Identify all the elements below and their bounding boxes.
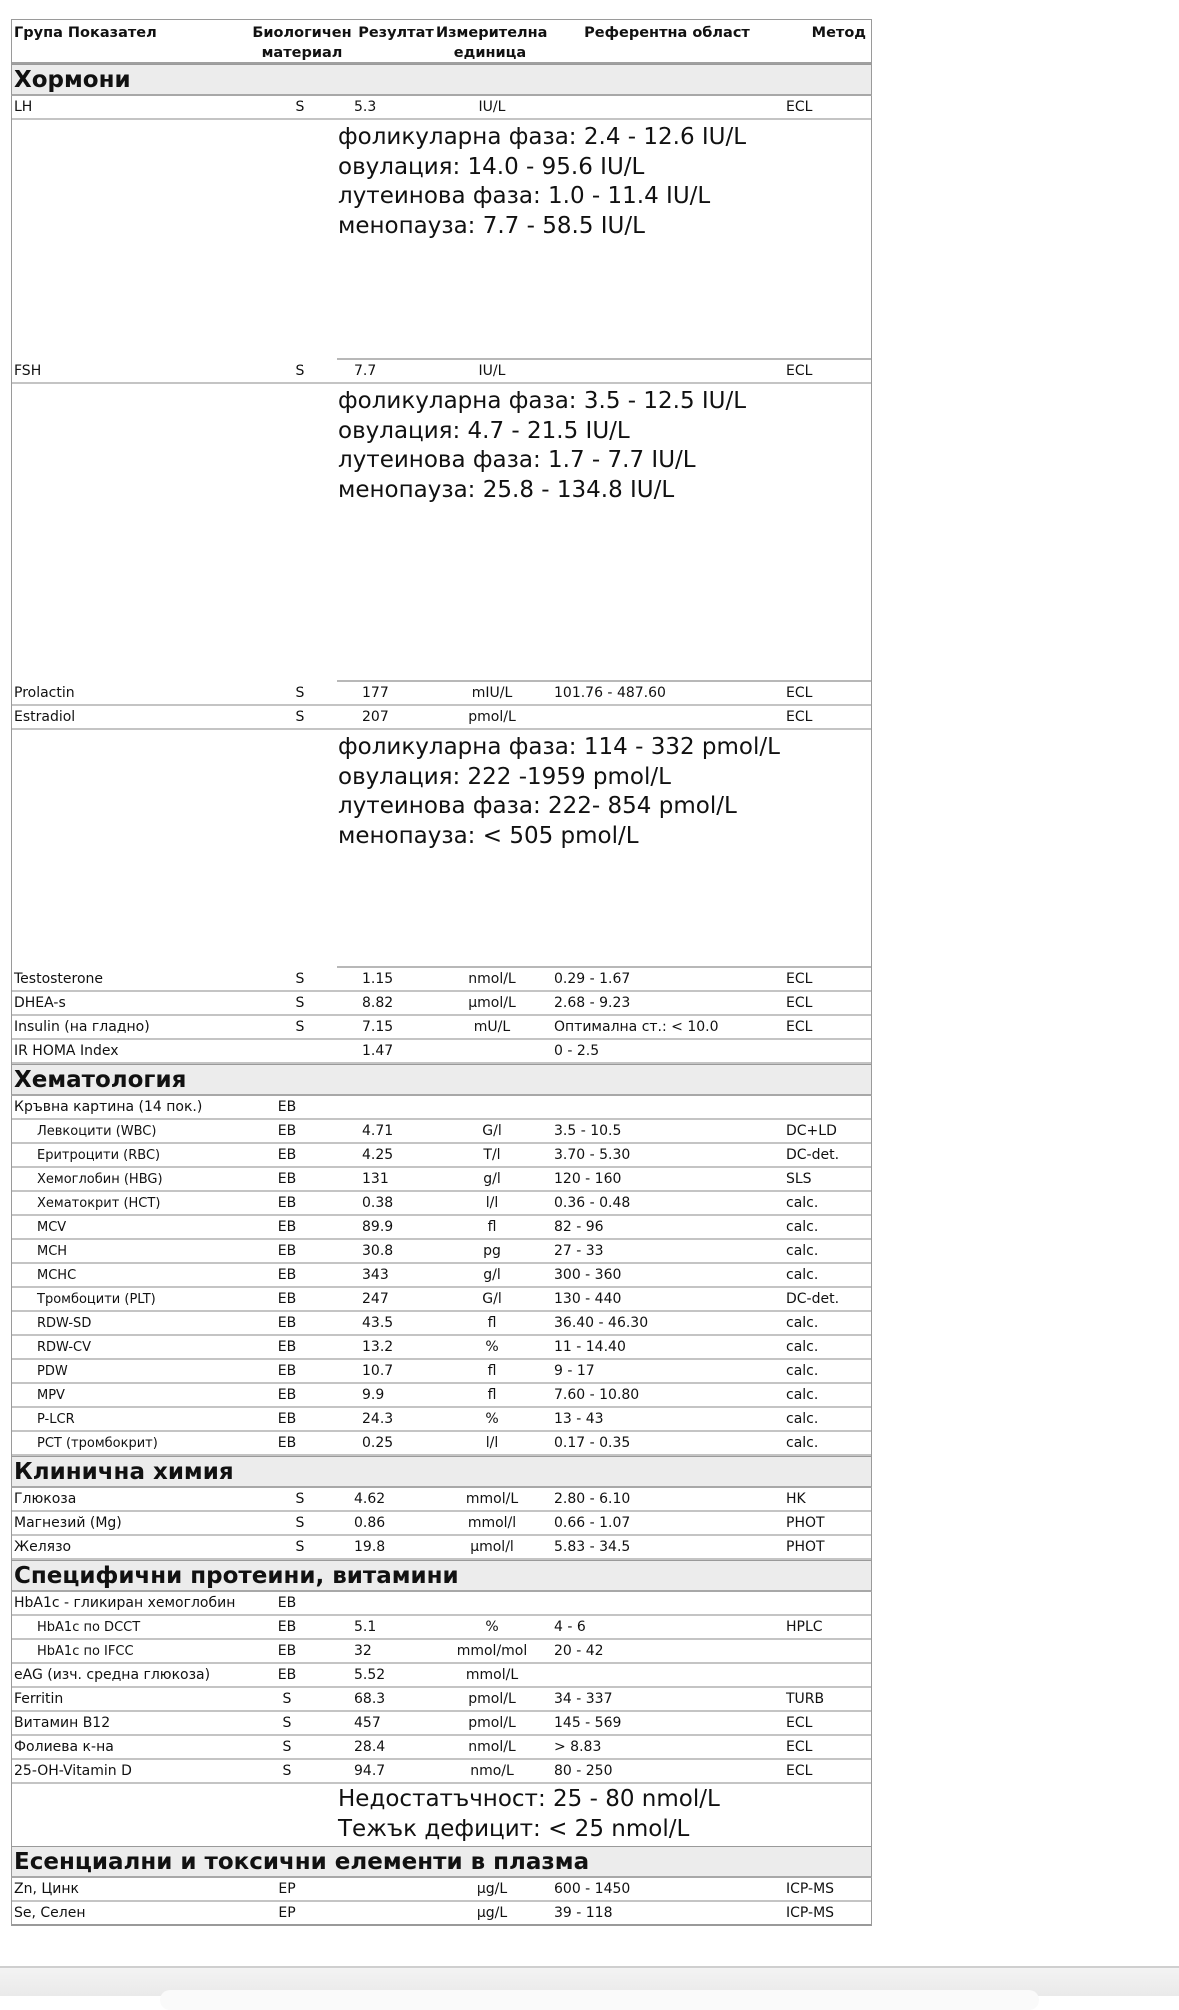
row-name: MCH [37,1244,68,1259]
header-method: Метод [811,25,866,41]
row-name: HbA1c - гликиран хемоглобин [14,1595,236,1611]
table-row [12,1168,871,1192]
row-reference: 5.83 - 34.5 [554,1539,631,1555]
table-row [12,1592,871,1616]
row-unit: nmo/L [470,1763,514,1779]
row-result: 4.71 [362,1123,394,1139]
row-unit: pmol/L [468,1691,516,1707]
row-unit: G/l [482,1291,502,1307]
table-row [12,1384,871,1408]
row-reference: 3.70 - 5.30 [554,1147,631,1163]
table-row [12,1408,871,1432]
row-name: Se, Селен [14,1905,86,1921]
row-unit: µmol/l [470,1539,514,1555]
row-name: eAG (изч. средна глюкоза) [14,1667,211,1683]
row-reference: 36.40 - 46.30 [554,1315,649,1331]
row-result: 24.3 [362,1411,394,1427]
row-result: 30.8 [362,1243,394,1259]
row-unit: % [485,1619,499,1635]
row-name: IR HOMA Index [14,1043,119,1059]
row-name: Estradiol [14,709,76,725]
note-line: менопауза: 7.7 - 58.5 IU/L [338,212,645,239]
row-name: Витамин B12 [14,1715,111,1731]
note-line: овулация: 222 -1959 pmol/L [338,763,671,790]
row-result: 4.25 [362,1147,394,1163]
row-unit: l/l [485,1435,499,1451]
note-line: менопауза: < 505 pmol/L [338,822,639,849]
table-row [12,1488,871,1512]
header-group: Група Показател [14,25,157,41]
row-method: ECL [786,1019,813,1035]
row-result: 13.2 [362,1339,394,1355]
table-row [12,1360,871,1384]
row-method: SLS [786,1171,812,1187]
row-material: S [295,709,305,725]
table-row [12,1536,871,1560]
bottom-toolbar-pill [160,1990,1039,2010]
table-row [12,1216,871,1240]
table-row-estradiol [12,706,871,730]
row-name: Prolactin [14,685,75,701]
row-method: ECL [786,971,813,987]
row-unit: mIU/L [471,685,513,701]
row-reference: 39 - 118 [554,1905,613,1921]
row-name: Желязо [14,1539,72,1555]
row-unit: IU/L [478,363,506,379]
section-proteins-vitamins [11,1560,872,1592]
row-reference: 0 - 2.5 [554,1043,600,1059]
section-title: Клинична химия [14,1459,234,1485]
note-line: лутеинова фаза: 1.0 - 11.4 IU/L [338,183,711,209]
row-method: HPLC [786,1619,823,1635]
row-result: 8.82 [362,995,394,1011]
section-hematology [11,1064,872,1096]
row-unit: fl [487,1363,497,1379]
row-method: TURB [786,1691,825,1707]
row-result: 10.7 [362,1363,394,1379]
row-method: ECL [786,363,813,379]
row-material: S [295,363,305,379]
table-row [12,1902,871,1924]
reference-note-fsh [12,384,871,682]
section-title: Специфични протеини, витамини [14,1563,459,1589]
row-reference: 120 - 160 [554,1171,622,1187]
row-reference: 34 - 337 [554,1691,613,1707]
row-name: MPV [37,1388,65,1403]
section-hormones [11,64,872,96]
table-row [12,1040,871,1064]
row-material: EB [277,1219,297,1235]
row-unit: µg/L [476,1905,508,1921]
row-material: EB [277,1195,297,1211]
row-material: EB [277,1643,297,1659]
row-reference: 20 - 42 [554,1643,604,1659]
table-row [12,1312,871,1336]
row-result: 0.25 [362,1435,394,1451]
row-material: EB [277,1315,297,1331]
row-name: Хемоглобин (HBG) [37,1172,163,1187]
row-material: S [295,1491,305,1507]
row-method: PHOT [786,1539,825,1555]
reference-note-lh [12,120,871,360]
row-reference: 9 - 17 [554,1363,595,1379]
row-unit: µmol/L [468,995,516,1011]
table-row [12,992,871,1016]
row-name: Ferritin [14,1691,64,1707]
row-material: EB [277,1147,297,1163]
table-row [12,1688,871,1712]
table-row [12,1712,871,1736]
row-name: MCV [37,1220,67,1235]
row-name: Магнезий (Mg) [14,1515,122,1531]
row-material: S [295,1515,305,1531]
row-material: EP [278,1905,296,1921]
row-name: P-LCR [37,1412,75,1427]
lab-results-table [11,19,872,1926]
row-reference: 7.60 - 10.80 [554,1387,640,1403]
row-unit: nmol/L [468,971,516,987]
row-reference: 82 - 96 [554,1219,604,1235]
table-row [12,1640,871,1664]
table-row-lh [12,96,871,120]
row-result: 131 [362,1171,389,1187]
note-line: лутеинова фаза: 222- 854 pmol/L [338,793,737,819]
note-line: фоликуларна фаза: 3.5 - 12.5 IU/L [338,388,747,414]
table-header [12,20,871,64]
row-method: ECL [786,1763,813,1779]
header-result: Резултат [358,25,434,41]
row-name: Левкоцити (WBC) [37,1124,157,1139]
row-result: 5.52 [354,1667,386,1683]
row-method: calc. [786,1195,819,1211]
row-result: 177 [362,685,389,701]
row-method: calc. [786,1243,819,1259]
row-reference: 27 - 33 [554,1243,604,1259]
row-method: DC-det. [786,1147,840,1163]
row-name: HbA1c по IFCC [37,1644,134,1659]
reference-note-estradiol [12,730,871,968]
row-unit: pmol/L [468,1715,516,1731]
row-unit: % [485,1411,499,1427]
row-unit: G/l [482,1123,502,1139]
row-unit: mmol/l [467,1515,517,1531]
row-material: EB [277,1099,297,1115]
row-method: ECL [786,995,813,1011]
header-material: Биологичен материал [252,25,352,61]
row-method: ECL [786,709,813,725]
row-material: EB [277,1291,297,1307]
row-unit: nmol/L [468,1739,516,1755]
row-material: S [282,1691,292,1707]
row-result: 343 [362,1267,389,1283]
row-unit: mmol/L [465,1667,519,1683]
row-name: Фолиева к-на [14,1739,114,1755]
row-material: S [282,1763,292,1779]
row-unit: mmol/mol [456,1643,528,1659]
row-material: S [282,1715,292,1731]
row-material: EB [277,1123,297,1139]
row-unit: fl [487,1219,497,1235]
row-material: S [282,1739,292,1755]
row-material: EP [278,1881,296,1897]
row-reference: 3.5 - 10.5 [554,1123,622,1139]
row-name: PDW [37,1364,68,1379]
table-row [12,1288,871,1312]
table-row [12,1264,871,1288]
table-row [12,1144,871,1168]
row-name: LH [14,99,33,115]
row-method: calc. [786,1267,819,1283]
header-unit: Измерителна единица [436,25,548,61]
row-result: 0.38 [362,1195,394,1211]
row-material: EB [277,1435,297,1451]
row-result: 7.7 [354,363,377,379]
row-method: ICP-MS [786,1881,835,1897]
row-material: EB [277,1595,297,1611]
row-method: ECL [786,99,813,115]
row-unit: l/l [485,1195,499,1211]
row-material: EB [277,1339,297,1355]
row-result: 89.9 [362,1219,394,1235]
row-reference: 145 - 569 [554,1715,622,1731]
row-unit: fl [487,1315,497,1331]
row-reference: > 8.83 [554,1739,602,1755]
reference-note-vitamin-d [12,1784,871,1846]
row-material: EB [277,1363,297,1379]
row-material: EB [277,1411,297,1427]
row-result: 4.62 [354,1491,386,1507]
row-method: PHOT [786,1515,825,1531]
row-method: calc. [786,1387,819,1403]
table-row [12,1432,871,1456]
row-method: calc. [786,1411,819,1427]
note-line: Тежък дефицит: < 25 nmol/L [338,1815,690,1842]
row-name: PCT (тромбокрит) [37,1436,158,1451]
row-method: calc. [786,1363,819,1379]
row-material: EB [277,1387,297,1403]
row-result: 0.86 [354,1515,386,1531]
note-line: овулация: 4.7 - 21.5 IU/L [338,417,630,444]
row-name: DHEA-s [14,995,66,1011]
note-line: Недостатъчност: 25 - 80 nmol/L [338,1786,720,1812]
row-method: calc. [786,1339,819,1355]
row-reference: 600 - 1450 [554,1881,631,1897]
row-name: HbA1c по DCCT [37,1620,141,1635]
row-result: 5.3 [354,99,377,115]
table-row [12,1192,871,1216]
row-name: MCHC [37,1268,77,1283]
row-material: EB [277,1667,297,1683]
table-row [12,1878,871,1902]
row-unit: µg/L [476,1881,508,1897]
row-name: RDW-SD [37,1316,92,1331]
row-result: 68.3 [354,1691,386,1707]
row-name: Insulin (на гладно) [14,1019,150,1035]
row-reference: 13 - 43 [554,1411,604,1427]
table-row [12,1664,871,1688]
row-method: DC-det. [786,1291,840,1307]
row-material: S [295,685,305,701]
row-unit: T/l [483,1147,501,1163]
row-result: 94.7 [354,1763,386,1779]
table-row [12,1512,871,1536]
row-material: S [295,971,305,987]
row-unit: mU/L [473,1019,511,1035]
row-reference: 0.66 - 1.07 [554,1515,631,1531]
row-result: 7.15 [362,1019,394,1035]
row-reference: 0.29 - 1.67 [554,971,631,987]
row-unit: g/l [483,1171,501,1187]
row-material: EB [277,1267,297,1283]
section-title: Есенциални и токсични елементи в плазма [14,1849,590,1875]
row-method: calc. [786,1219,819,1235]
row-method: ICP-MS [786,1905,835,1921]
row-material: EB [277,1619,297,1635]
row-name: Еритроцити (RBC) [37,1148,161,1163]
row-reference: 0.36 - 0.48 [554,1195,631,1211]
note-line: лутеинова фаза: 1.7 - 7.7 IU/L [338,447,696,473]
section-title: Хормони [14,67,131,93]
row-material: EB [277,1171,297,1187]
row-result: 32 [354,1643,372,1659]
row-name: RDW-CV [37,1340,92,1355]
row-reference: 80 - 250 [554,1763,613,1779]
row-unit: fl [487,1387,497,1403]
row-method: calc. [786,1435,819,1451]
table-row [12,968,871,992]
note-line: менопауза: 25.8 - 134.8 IU/L [338,476,675,503]
row-result: 247 [362,1291,389,1307]
table-row [12,1736,871,1760]
row-name: 25-OH-Vitamin D [14,1763,132,1779]
section-clinical-chemistry [11,1456,872,1488]
row-reference: 0.17 - 0.35 [554,1435,631,1451]
row-method: DC+LD [786,1123,837,1139]
row-name: Тромбоцити (PLT) [37,1292,156,1307]
row-unit: pg [483,1243,501,1259]
row-result: 207 [362,709,389,725]
table-row [12,1760,871,1784]
row-reference: Оптимална ст.: < 10.0 [554,1019,719,1035]
table-row [12,1616,871,1640]
row-name: Zn, Цинк [14,1881,79,1897]
row-material: S [295,1539,305,1555]
row-method: HK [786,1491,806,1507]
table-row-fsh [12,360,871,384]
row-material: S [295,1019,305,1035]
row-result: 28.4 [354,1739,386,1755]
row-method: ECL [786,1715,813,1731]
row-reference: 2.80 - 6.10 [554,1491,631,1507]
note-line: фоликуларна фаза: 2.4 - 12.6 IU/L [338,124,747,150]
section-essential-toxic-elements [11,1846,872,1878]
table-row [12,1096,871,1120]
row-name: Кръвна картина (14 пок.) [14,1099,203,1115]
row-result: 43.5 [362,1315,394,1331]
row-name: FSH [14,363,42,379]
row-material: S [295,99,305,115]
row-unit: mmol/L [465,1491,519,1507]
row-unit: g/l [483,1267,501,1283]
table-row [12,1120,871,1144]
note-line: фоликуларна фаза: 114 - 332 pmol/L [338,734,780,760]
table-row [12,1016,871,1040]
row-reference: 2.68 - 9.23 [554,995,631,1011]
header-reference: Референтна област [584,25,750,41]
bottom-toolbar [0,1966,1179,1996]
row-reference: 130 - 440 [554,1291,622,1307]
row-material: EB [277,1243,297,1259]
table-row [12,1240,871,1264]
row-reference: 101.76 - 487.60 [554,685,666,701]
row-name: Хематокрит (HCT) [37,1196,161,1211]
row-result: 9.9 [362,1387,385,1403]
row-name: Testosterone [14,971,104,987]
row-result: 5.1 [354,1619,377,1635]
note-line: овулация: 14.0 - 95.6 IU/L [338,153,645,180]
row-method: ECL [786,685,813,701]
row-method: ECL [786,1739,813,1755]
row-result: 1.15 [362,971,394,987]
row-result: 457 [354,1715,381,1731]
row-reference: 300 - 360 [554,1267,622,1283]
row-unit: pmol/L [468,709,516,725]
row-reference: 4 - 6 [554,1619,586,1635]
row-unit: % [485,1339,499,1355]
row-reference: 11 - 14.40 [554,1339,626,1355]
table-row [12,1336,871,1360]
table-row-prolactin [12,682,871,706]
row-result: 1.47 [362,1043,394,1059]
row-result: 19.8 [354,1539,386,1555]
row-method: calc. [786,1315,819,1331]
row-name: Глюкоза [14,1491,77,1507]
row-unit: IU/L [478,99,506,115]
section-title: Хематология [14,1067,187,1093]
row-material: S [295,995,305,1011]
